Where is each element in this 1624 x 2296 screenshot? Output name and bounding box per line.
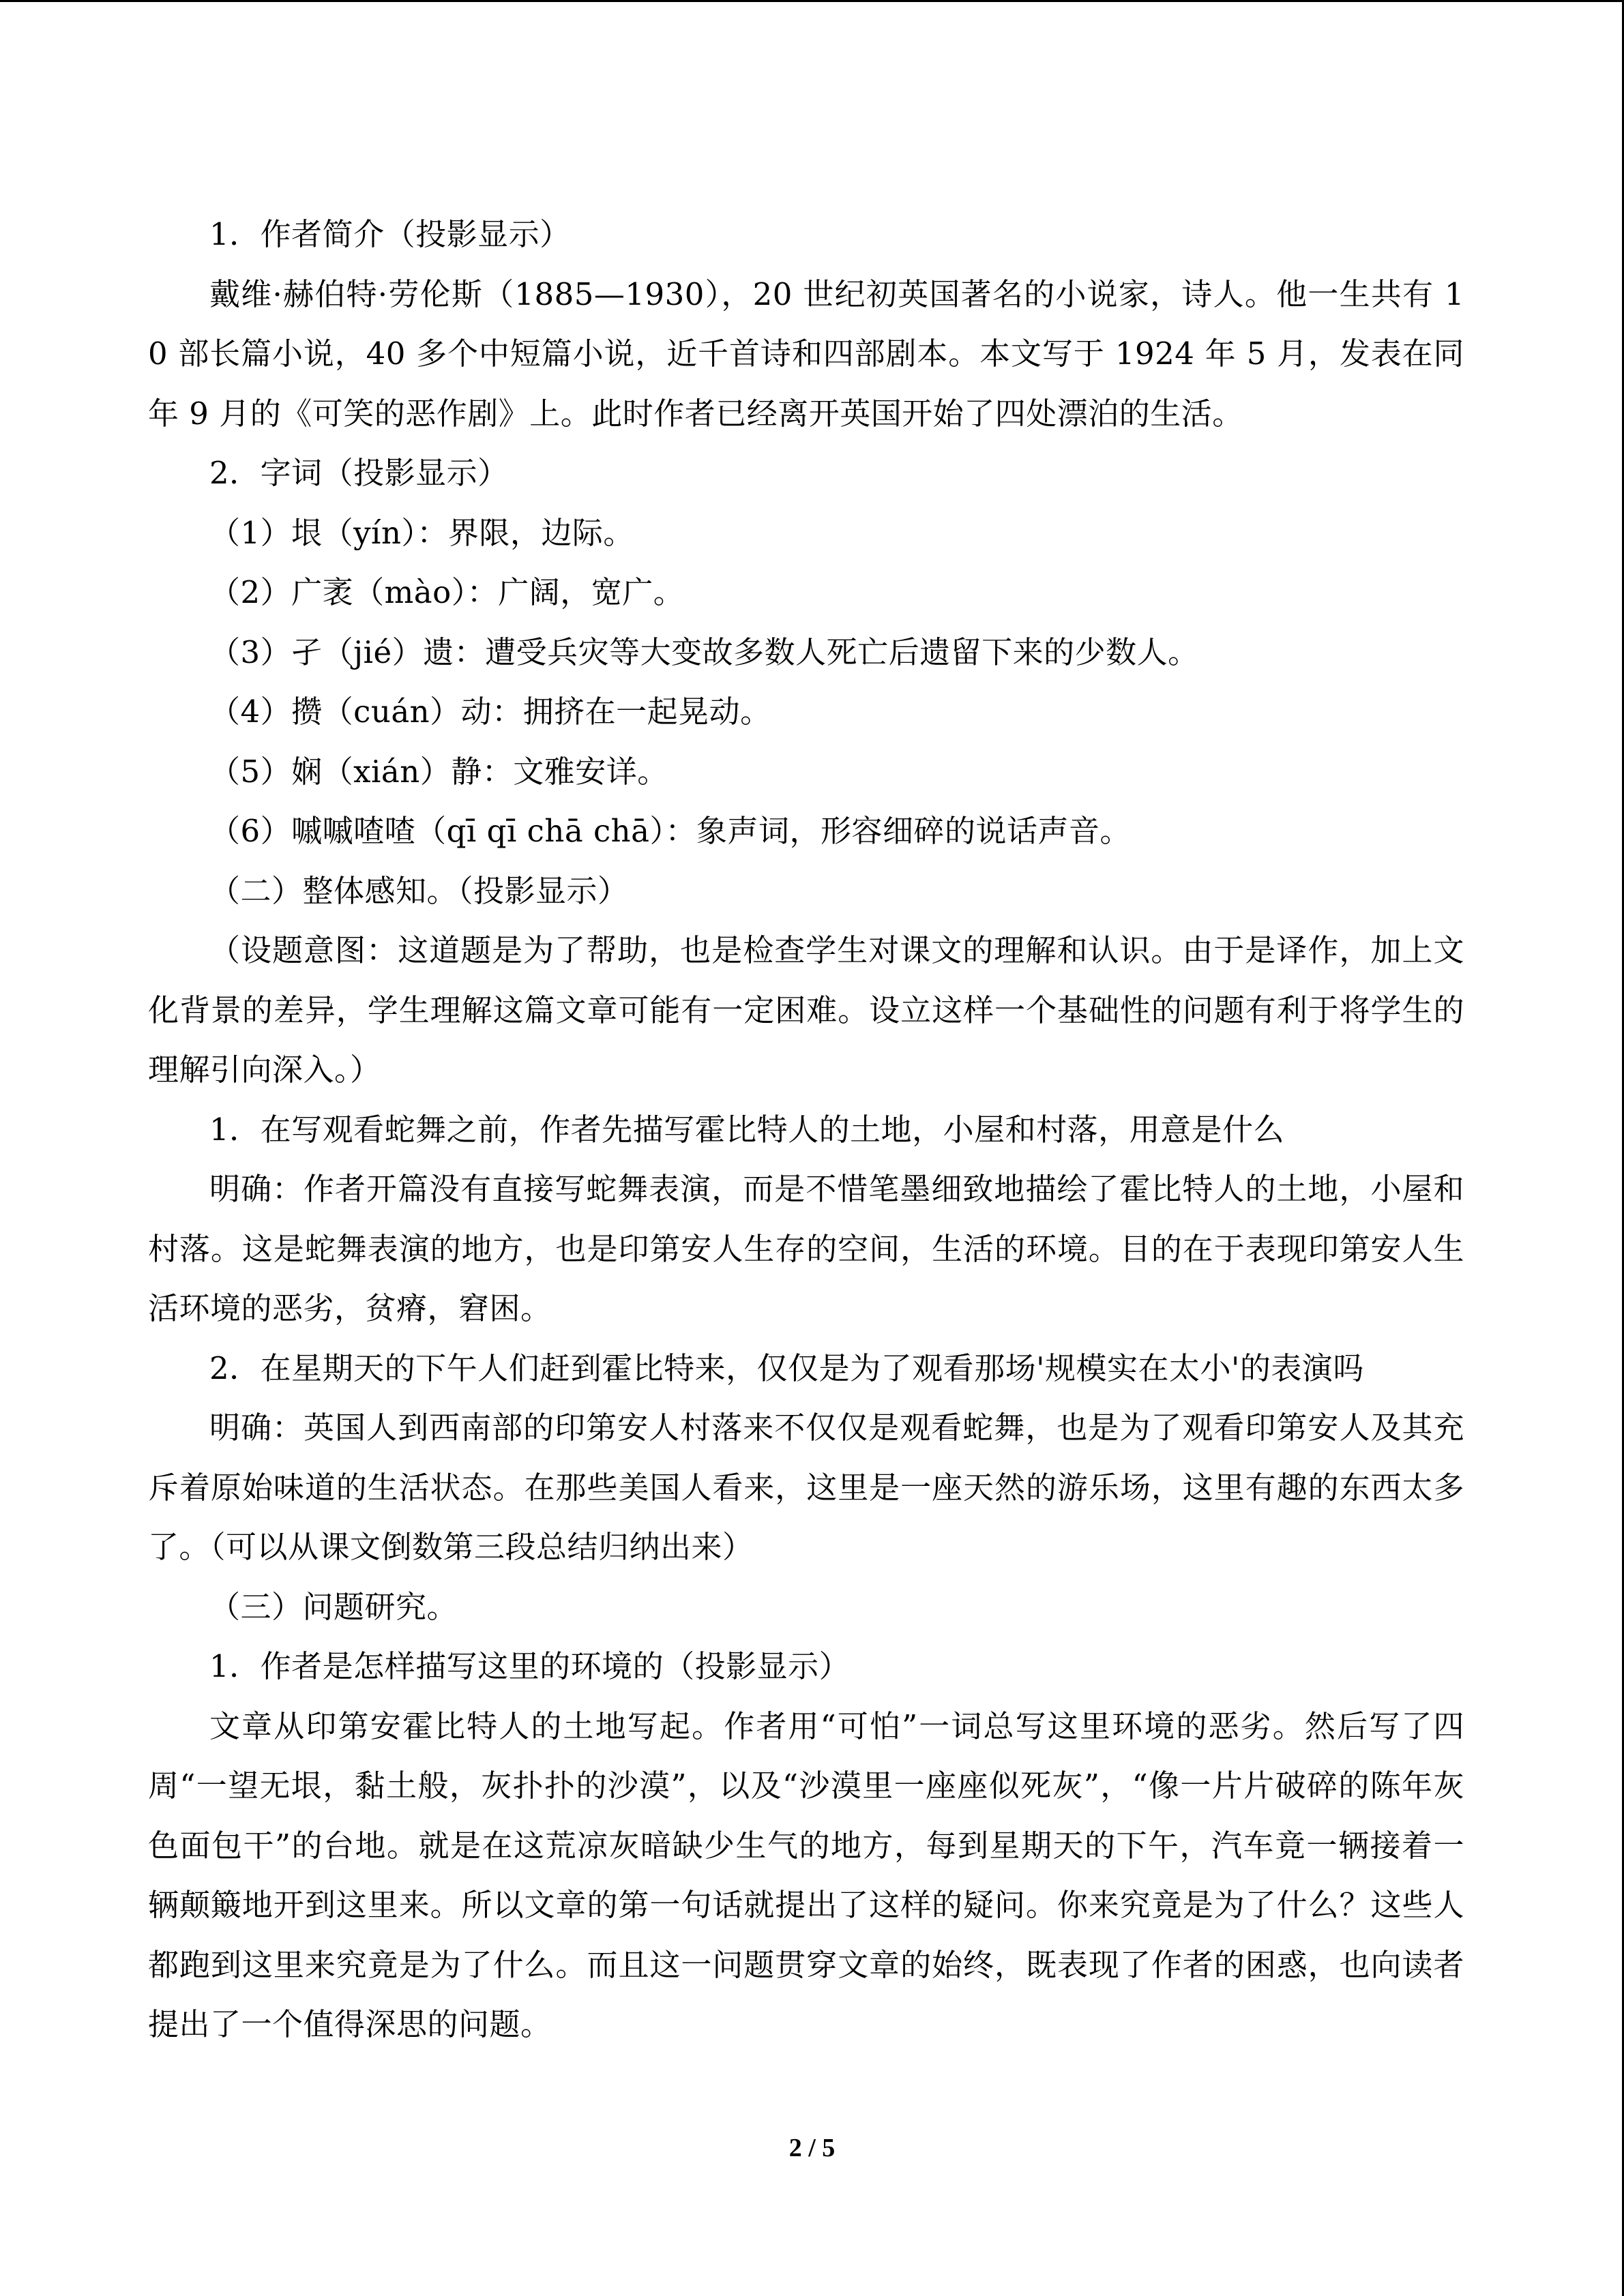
paragraph-author-bio: 戴维·赫伯特·劳伦斯（1885—1930），20 世纪初英国著名的小说家，诗人。他一生共有 10 部长篇小说，40 多个中短篇小说，近千首诗和四部剧本。本文写于 1924 年 5 月，发表在同年 9 月的《可笑的恶作剧》上。此时作者已经离开英国开始了四处漂泊的生活。 xyxy=(148,275,1464,432)
page-number: 2 / 5 xyxy=(788,2134,836,2162)
answer-1: 明确：作者开篇没有直接写蛇舞表演，而是不惜笔墨细致地描绘了霍比特人的土地，小屋和村落。这是蛇舞表演的地方，也是印第安人生存的空间，生活的环境。目的在于表现印第安人生活环境的恶劣，贫瘠，窘困。 xyxy=(148,1171,1464,1326)
heading-author-intro: 1．作者简介（投影显示） xyxy=(209,216,571,252)
question-2: 2．在星期天的下午人们赶到霍比特来，仅仅是为了观看那场'规模实在太小'的表演吗 xyxy=(209,1350,1364,1386)
question-3: 1．作者是怎样描写这里的环境的（投影显示） xyxy=(209,1648,851,1684)
answer-2: 明确：英国人到西南部的印第安人村落来不仅仅是观看蛇舞，也是为了观看印第安人及其充斥着原始味道的生活状态。在那些美国人看来，这里是一座天然的游乐场，这里有趣的东西太多了。（可以从课文倒数第三段总结归纳出来） xyxy=(148,1410,1464,1565)
question-1: 1．在写观看蛇舞之前，作者先描写霍比特人的土地，小屋和村落，用意是什么 xyxy=(209,1111,1285,1148)
heading-vocabulary: 2．字词（投影显示） xyxy=(209,455,509,491)
vocab-item-5: （5）娴（xián）静：文雅安详。 xyxy=(209,753,668,790)
vocab-item-1: （1）垠（yín）：界限，边际。 xyxy=(209,514,634,551)
paragraph-design-intent: （设题意图：这道题是为了帮助，也是检查学生对课文的理解和认识。由于是译作，加上文化背景的差异，学生理解这篇文章可能有一定困难。设立这样一个基础性的问题有利于将学生的理解引向深入。） xyxy=(148,932,1464,1088)
vocab-item-6: （6）嘁嘁喳喳（qī qī chā chā）：象声词，形容细碎的说话声音。 xyxy=(209,813,1131,849)
vocab-item-2: （2）广袤（mào）：广阔，宽广。 xyxy=(209,574,685,610)
answer-3: 文章从印第安霍比特人的土地写起。作者用“可怕”一词总写这里环境的恶劣。然后写了四周“一望无垠，黏土般，灰扑扑的沙漠”，以及“沙漠里一座座似死灰”，“像一片片破碎的陈年灰色面包干”的台地。就是在这荒凉灰暗缺少生气的地方，每到星期天的下午，汽车竟一辆接着一辆颠簸地开到这里来。所以文章的第一句话就提出了这样的疑问。你来究竟是为了什么？这些人都跑到这里来究竟是为了什么。而且这一问题贯穿文章的始终，既表现了作者的困惑，也向读者提出了一个值得深思的问题。 xyxy=(148,1708,1464,2042)
page-border-top xyxy=(0,0,1624,2)
vocab-item-3: （3）孑（jié）遗：遭受兵灾等大变故多数人死亡后遗留下来的少数人。 xyxy=(209,633,1199,670)
heading-problem-study: （三）问题研究。 xyxy=(209,1588,458,1625)
heading-overall-perception: （二）整体感知。（投影显示） xyxy=(209,872,629,909)
document-body xyxy=(148,205,1464,2055)
vocab-item-4: （4）攒（cuán）动：拥挤在一起晃动。 xyxy=(209,694,771,730)
